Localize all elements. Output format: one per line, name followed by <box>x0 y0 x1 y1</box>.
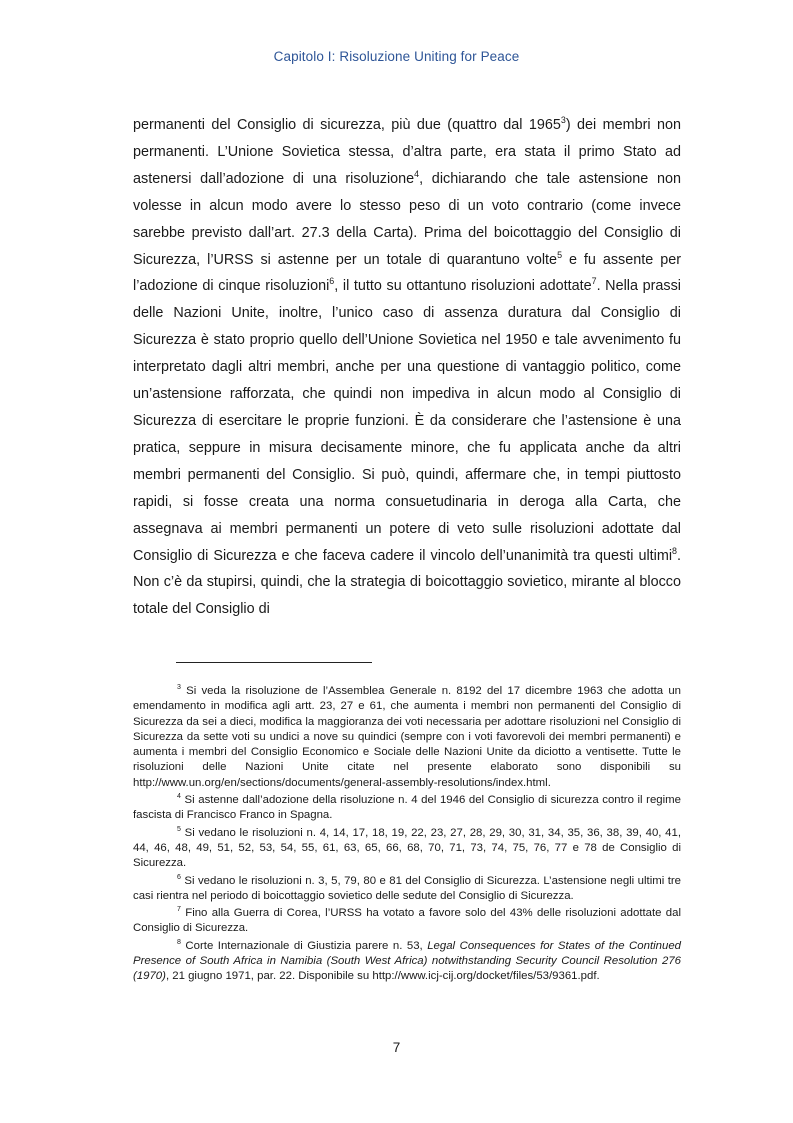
body-text-segment: e fu assente per l’adozione di cinque risoluzioni <box>133 251 681 295</box>
footnote-text: Corte Internazionale di Giustizia parere n. 53, <box>180 939 428 952</box>
body-text-segment: permanenti del Consiglio di sicurezza, più due (quattro dal 1965 <box>133 117 561 133</box>
footnote-number: 3 <box>177 684 181 692</box>
footnote-8 <box>133 939 681 985</box>
body-text-segment: . Nella prassi delle Nazioni Unite, inoltre, l’unico caso di assenza duratura dal Consiglio di Sicurezza è stato proprio quello dell’Unione Sovietica nel 1950 e tale avvenimento fu interpretato dagli altri membri, anche per una questione di vantaggio politico, come un’astensione rafforzata, che quindi non impediva in alcun modo al Consiglio di Sicurezza di esercitare le proprie funzioni. È da considerare che l’astensione è una pratica, seppure in misura decisamente minore, che fu applicata anche da altri membri permanenti del Consiglio. Si può, quindi, affermare che, in tempi piuttosto rapidi, si fosse creata una norma consuetudinaria in deroga alla Carta, che assegnava ai membri permanenti un potere di veto sulle risoluzioni adottate dal Consiglio di Sicurezza e che faceva cadere il vincolo dell’unanimità tra questi ultimi <box>133 278 681 564</box>
footnote-number: 8 <box>177 938 181 946</box>
footnotes <box>133 684 681 987</box>
body-text-segment: , il tutto su ottantuno risoluzioni adottate <box>334 278 592 295</box>
footnote-text: Fino alla Guerra di Corea, l’URSS ha votato a favore solo del 43% delle risoluzioni adottate dal Consiglio di Sicurezza. <box>133 907 681 935</box>
footnote-7 <box>133 906 681 937</box>
footnote-number: 7 <box>177 906 181 914</box>
footnote-ref-8[interactable]: 8 <box>672 545 677 556</box>
body-text-segment: ) dei membri non permanenti. L’Unione Sovietica stessa, d’altra parte, era stata il primo Stato ad astenersi dall’adozione di una risoluzione <box>133 117 681 187</box>
footnote-text: Si vedano le risoluzioni n. 4, 14, 17, 18, 19, 22, 23, 27, 28, 29, 30, 31, 34, 35, 36, 38, 39, 40, 41, 44, 46, 48, 49, 51, 52, 53, 54, 55, 61, 63, 65, 66, 68, 70, 71, 73, 74, 75, 76, 77 e 78 de Consiglio di Sicurezza. <box>133 826 681 870</box>
footnote-ref-6[interactable]: 6 <box>329 276 335 287</box>
footnote-3 <box>133 684 681 791</box>
body-text-segment: , dichiarando che tale astensione non volesse in alcun modo avere lo stesso peso di un voto contrario (come invece sarebbe previsto dall’art. 27.3 della Carta). Prima del boicottaggio del Consiglio di Sicurezza, l’URSS si astenne per un totale di quarantuno volte <box>133 170 681 268</box>
footnote-text: Si vedano le risoluzioni n. 3, 5, 79, 80 e 81 del Consiglio di Sicurezza. L’astensione negli ultimi tre casi rientra nel periodo di boicottaggio sovietico delle sedute del Consiglio di Sicurezza. <box>133 874 681 902</box>
footnote-5 <box>133 826 681 872</box>
body-text-segment: . Non c’è da stupirsi, quindi, che la strategia di boicottaggio sovietico, mirante al blocco totale del Consiglio di <box>133 547 681 618</box>
footnote-ref-7[interactable]: 7 <box>591 276 597 287</box>
footnote-6 <box>133 874 681 905</box>
footnote-number: 6 <box>177 873 181 881</box>
footnote-number: 4 <box>177 793 181 801</box>
footnote-text: , 21 giugno 1971, par. 22. Disponibile su http://www.icj-cij.org/docket/files/53/9361.pdf. <box>165 970 600 983</box>
page-number: 7 <box>392 1040 401 1055</box>
case-title: Legal Consequences for States of the Continued Presence of South Africa in Namibia (South West Africa) notwithstanding Security Council Resolution 276 (1970) <box>133 939 681 983</box>
footnote-text: Si astenne dall’adozione della risoluzione n. 4 del 1946 del Consiglio di sicurezza contro il regime fascista di Francisco Franco in Spagna. <box>133 794 681 822</box>
footnote-separator <box>176 662 372 663</box>
footnote-ref-4[interactable]: 4 <box>414 169 420 180</box>
footnote-4 <box>133 793 681 824</box>
running-header: Capitolo I: Risoluzione Uniting for Peace <box>273 49 520 64</box>
footnote-number: 5 <box>177 825 181 833</box>
footnote-ref-3[interactable]: 3 <box>560 115 566 126</box>
footnote-text: Si veda la risoluzione de l’Assemblea Generale n. 8192 del 17 dicembre 1963 che adotta un emendamento in modifica agli artt. 23, 27 e 61, che aumenta i membri non permanenti del Consiglio di Sicurezza da sei a dieci, modifica la maggioranza dei voti necessaria per adottare risoluzioni nel Consiglio di Sicurezza da sette voti su undici a nove su quindici (sempre con i voti favorevoli dei membri permanenti) e aumenta i membri del Consiglio Economico e Sociale delle Nazioni Unite da diciotto a ventisette. Tutte le risoluzioni delle Nazioni Unite citate nel presente elaborato sono disponibili su http://www.un.org/en/sections/documents/general-assembly-resolutions/index.html. <box>133 685 681 789</box>
footnote-ref-5[interactable]: 5 <box>557 249 563 260</box>
body-paragraph <box>133 112 681 623</box>
